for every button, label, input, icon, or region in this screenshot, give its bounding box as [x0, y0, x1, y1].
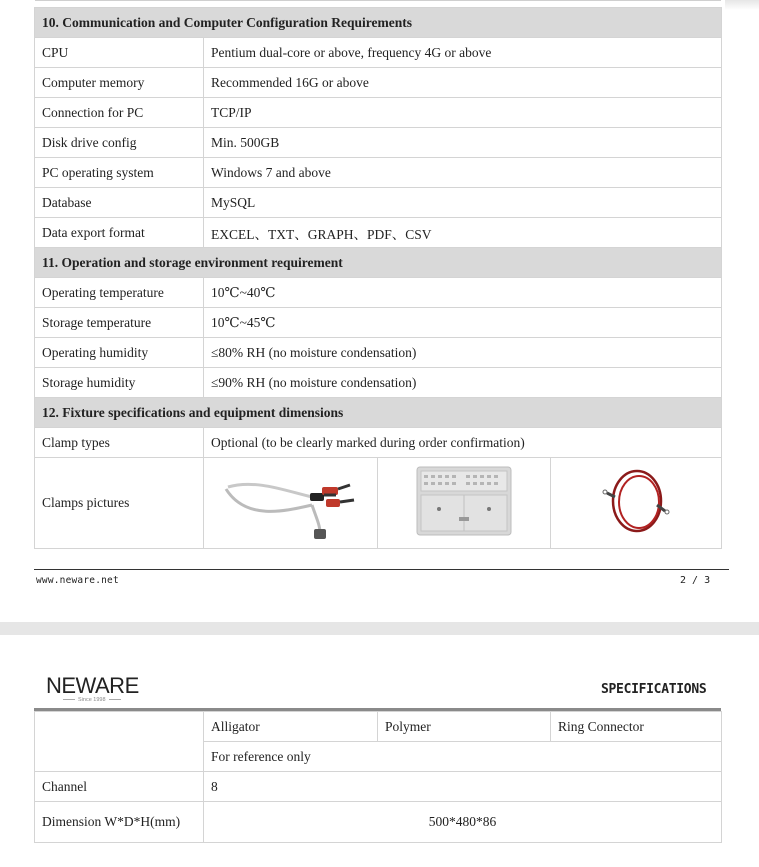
row-label: Dimension W*D*H(mm) [35, 802, 204, 843]
ring-connector-icon [581, 461, 691, 541]
table-row [35, 218, 722, 248]
table-row [35, 188, 722, 218]
spec-table-page2 [34, 711, 722, 843]
table-row [35, 278, 722, 308]
polymer-clamp-image [378, 458, 551, 549]
row-value: 500*480*86 [204, 802, 722, 843]
table-row [35, 128, 722, 158]
row-value: Recommended 16G or above [204, 68, 722, 98]
table-row [35, 308, 722, 338]
row-label: Operating humidity [35, 338, 204, 368]
section-header-10 [35, 8, 722, 38]
row-label: Operating temperature [35, 278, 204, 308]
row-label: CPU [35, 38, 204, 68]
row-label: Disk drive config [35, 128, 204, 158]
row-value: 8 [204, 772, 722, 802]
row-label: Clamp types [35, 428, 204, 458]
reference-note: For reference only [204, 742, 722, 772]
row-value: Optional (to be clearly marked during order confirmation) [204, 428, 722, 458]
header-title: SPECIFICATIONS [601, 682, 707, 697]
row-label: Computer memory [35, 68, 204, 98]
empty-label-cell [35, 712, 204, 772]
clamp-name: Ring Connector [551, 712, 722, 742]
footer-divider [34, 569, 729, 570]
table-row [35, 428, 722, 458]
alligator-clamp-icon [216, 461, 366, 541]
row-label: Data export format [35, 218, 204, 248]
table-row [35, 38, 722, 68]
row-value: Min. 500GB [204, 128, 722, 158]
row-label: Connection for PC [35, 98, 204, 128]
row-value: TCP/IP [204, 98, 722, 128]
clamp-name: Polymer [378, 712, 551, 742]
footer-url: www.neware.net [36, 575, 119, 586]
row-label: PC operating system [35, 158, 204, 188]
row-value: 10℃~40℃ [204, 278, 722, 308]
section-title: 10. Communication and Computer Configuration Requirements [35, 8, 722, 38]
table-row [35, 772, 722, 802]
ring-connector-image [551, 458, 722, 549]
row-label: Database [35, 188, 204, 218]
logo-tagline: Since 1998 [60, 697, 124, 703]
table-row [35, 802, 722, 843]
section-header-12 [35, 398, 722, 428]
page-top-border [35, 0, 721, 1]
table-row [35, 98, 722, 128]
section-title: 11. Operation and storage environment requirement [35, 248, 722, 278]
clamp-pictures-row [35, 458, 722, 549]
table-row [35, 368, 722, 398]
table-row [35, 338, 722, 368]
table-row [35, 158, 722, 188]
spec-table-page1 [34, 7, 722, 549]
table-row [35, 712, 722, 742]
page-gap [0, 622, 759, 635]
row-label: Clamps pictures [35, 458, 204, 549]
row-value: EXCEL、TXT、GRAPH、PDF、CSV [204, 218, 722, 248]
row-value: Windows 7 and above [204, 158, 722, 188]
row-label: Storage temperature [35, 308, 204, 338]
section-header-11 [35, 248, 722, 278]
row-value: Pentium dual-core or above, frequency 4G or above [204, 38, 722, 68]
row-label: Storage humidity [35, 368, 204, 398]
alligator-clamp-image [204, 458, 378, 549]
section-title: 12. Fixture specifications and equipment dimensions [35, 398, 722, 428]
row-value: 10℃~45℃ [204, 308, 722, 338]
polymer-clamp-icon [409, 461, 519, 541]
page-shadow [725, 0, 759, 10]
row-value: ≤80% RH (no moisture condensation) [204, 338, 722, 368]
neware-logo: NEWARE [46, 673, 139, 698]
row-value: ≤90% RH (no moisture condensation) [204, 368, 722, 398]
table-row [35, 68, 722, 98]
page-number: 2 / 3 [680, 575, 711, 586]
row-label: Channel [35, 772, 204, 802]
clamp-name: Alligator [204, 712, 378, 742]
row-value: MySQL [204, 188, 722, 218]
